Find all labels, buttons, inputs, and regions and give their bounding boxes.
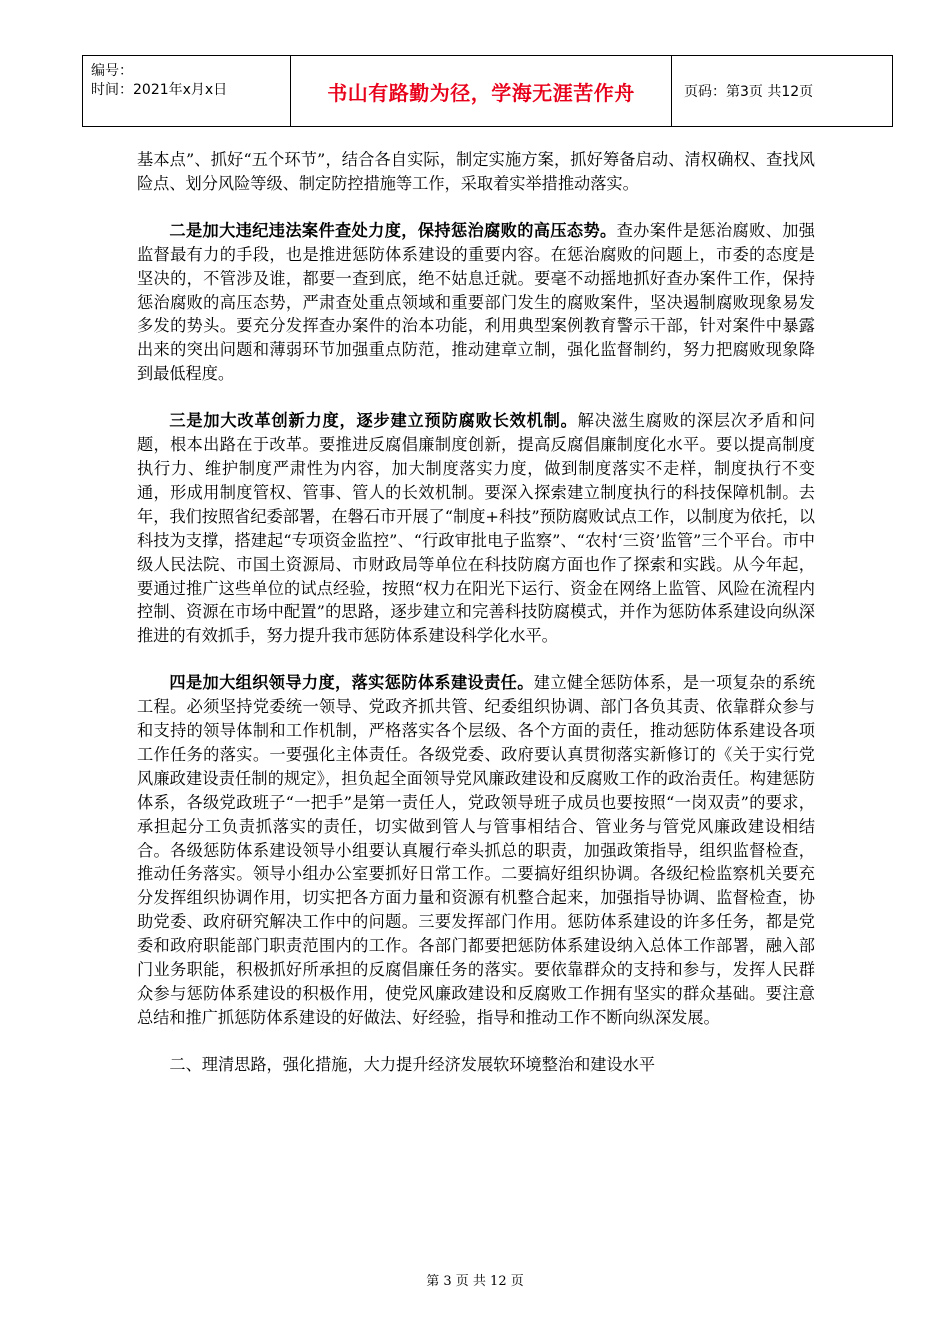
section-heading-text: 二、理清思路，强化措施，大力提升经济发展软环境整治和建设水平 <box>169 1054 656 1074</box>
time-label: 时间：2021年x月x日 <box>91 82 228 98</box>
paragraph-heading: 四是加大组织领导力度，落实惩防体系建设责任。 <box>169 673 534 693</box>
paragraph-second-point <box>137 219 815 386</box>
paragraph-text: 基本点”、抓好“五个环节”，结合各自实际，制定实施方案，抓好筹备启动、清权确权、查找风险点、划分风险等级、制定防控措施等工作，采取着实举措推动落实。 <box>137 150 815 193</box>
paragraph-text: 解决滋生腐败的深层次矛盾和问题，根本出路在于改革。要推进反腐倡廉制度创新，提高反腐倡廉制度化水平。要以提高制度执行力、维护制度严肃性为内容，加大制度落实力度，做到制度落实不走样，制度执行不变通，形成用制度管权、管事、管人的长效机制。要深入探索建立制度执行的科技保障机制。去年，我们按照省纪委部署，在磐石市开展了“制度+科技”预防腐败试点工作，以制度为依托，以科技为支撑，搭建起“专项资金监控”、“行政审批电子监察”、“农村‘三资’监管”三个平台。市中级人民法院、市国土资源局、市财政局等单位在科技防腐方面也作了探索和实践。从今年起，要通过推广这些单位的试点经验，按照“权力在阳光下运行、资金在网络上监管、风险在流程内控制、资源在市场中配置”的思路，逐步建立和完善科技防腐模式，并作为惩防体系建设向纵深推进的有效抓手，努力提升我市惩防体系建设科学化水平。 <box>137 411 816 646</box>
motto: 书山有路勤为径，学海无涯苦作舟 <box>291 56 672 127</box>
paragraph-text: 查办案件是惩治腐败、加强监督最有力的手段，也是推进惩防体系建设的重要内容。在惩治腐败的问题上，市委的态度是坚决的，不管涉及谁，都要一查到底，绝不姑息迁就。要毫不动摇地抓好查办案件工作，保持惩治腐败的高压态势，严肃查处重点领域和重要部门发生的腐败案件，坚决遏制腐败现象易发多发的势头。要充分发挥查办案件的治本功能，利用典型案例教育警示干部，针对案件中暴露出来的突出问题和薄弱环节加强重点防范，推动建章立制，强化监督制约，努力把腐败现象降到最低程度。 <box>137 220 815 384</box>
paragraph-fourth-point <box>137 671 815 1030</box>
section-heading <box>137 1053 815 1077</box>
paragraph-third-point <box>137 409 815 648</box>
number-label: 编号： <box>91 63 133 79</box>
paragraph-heading: 三是加大改革创新力度，逐步建立预防腐败长效机制。 <box>169 411 578 431</box>
header-table <box>82 55 893 127</box>
page-code: 页码：第3页 共12页 <box>672 56 893 127</box>
paragraph-heading: 二是加大违纪违法案件查处力度，保持惩治腐败的高压态势。 <box>169 220 617 240</box>
header-meta-cell <box>83 56 291 127</box>
page-footer: 第 3 页 共 12 页 <box>426 1274 524 1289</box>
paragraph-continued <box>137 148 815 196</box>
paragraph-text: 建立健全惩防体系，是一项复杂的系统工程。必须坚持党委统一领导、党政齐抓共管、纪委组织协调、部门各负其责、依靠群众参与和支持的领导体制和工作机制，严格落实各个层级、各个方面的责任，推动惩防体系建设各项工作任务的落实。一要强化主体责任。各级党委、政府要认真贯彻落实新修订的《关于实行党风廉政建设责任制的规定》，担负起全面领导党风廉政建设和反腐败工作的政治责任。构建惩防体系，各级党政班子“一把手”是第一责任人，党政领导班子成员也要按照“一岗双责”的要求，承担起分工负责抓落实的责任，切实做到管人与管事相结合、管业务与管党风廉政建设相结合。各级惩防体系建设领导小组要认真履行牵头抓总的职责，加强政策指导，组织监督检查，推动任务落实。领导小组办公室要抓好日常工作。二要搞好组织协调。各级纪检监察机关要充分发挥组织协调作用，切实把各方面力量和资源有机整合起来，加强指导协调、监督检查，协助党委、政府研究解决工作中的问题。三要发挥部门作用。惩防体系建设的许多任务，都是党委和政府职能部门职责范围内的工作。各部门都要把惩防体系建设纳入总体工作部署，融入部门业务职能，积极抓好所承担的反腐倡廉任务的落实。要依靠群众的支持和参与，发挥人民群众参与惩防体系建设的积极作用，使党风廉政建设和反腐败工作拥有坚实的群众基础。要注意总结和推广抓惩防体系建设的好做法、好经验，指导和推动工作不断向纵深发展。 <box>137 673 816 1027</box>
document-body <box>137 148 815 1100</box>
